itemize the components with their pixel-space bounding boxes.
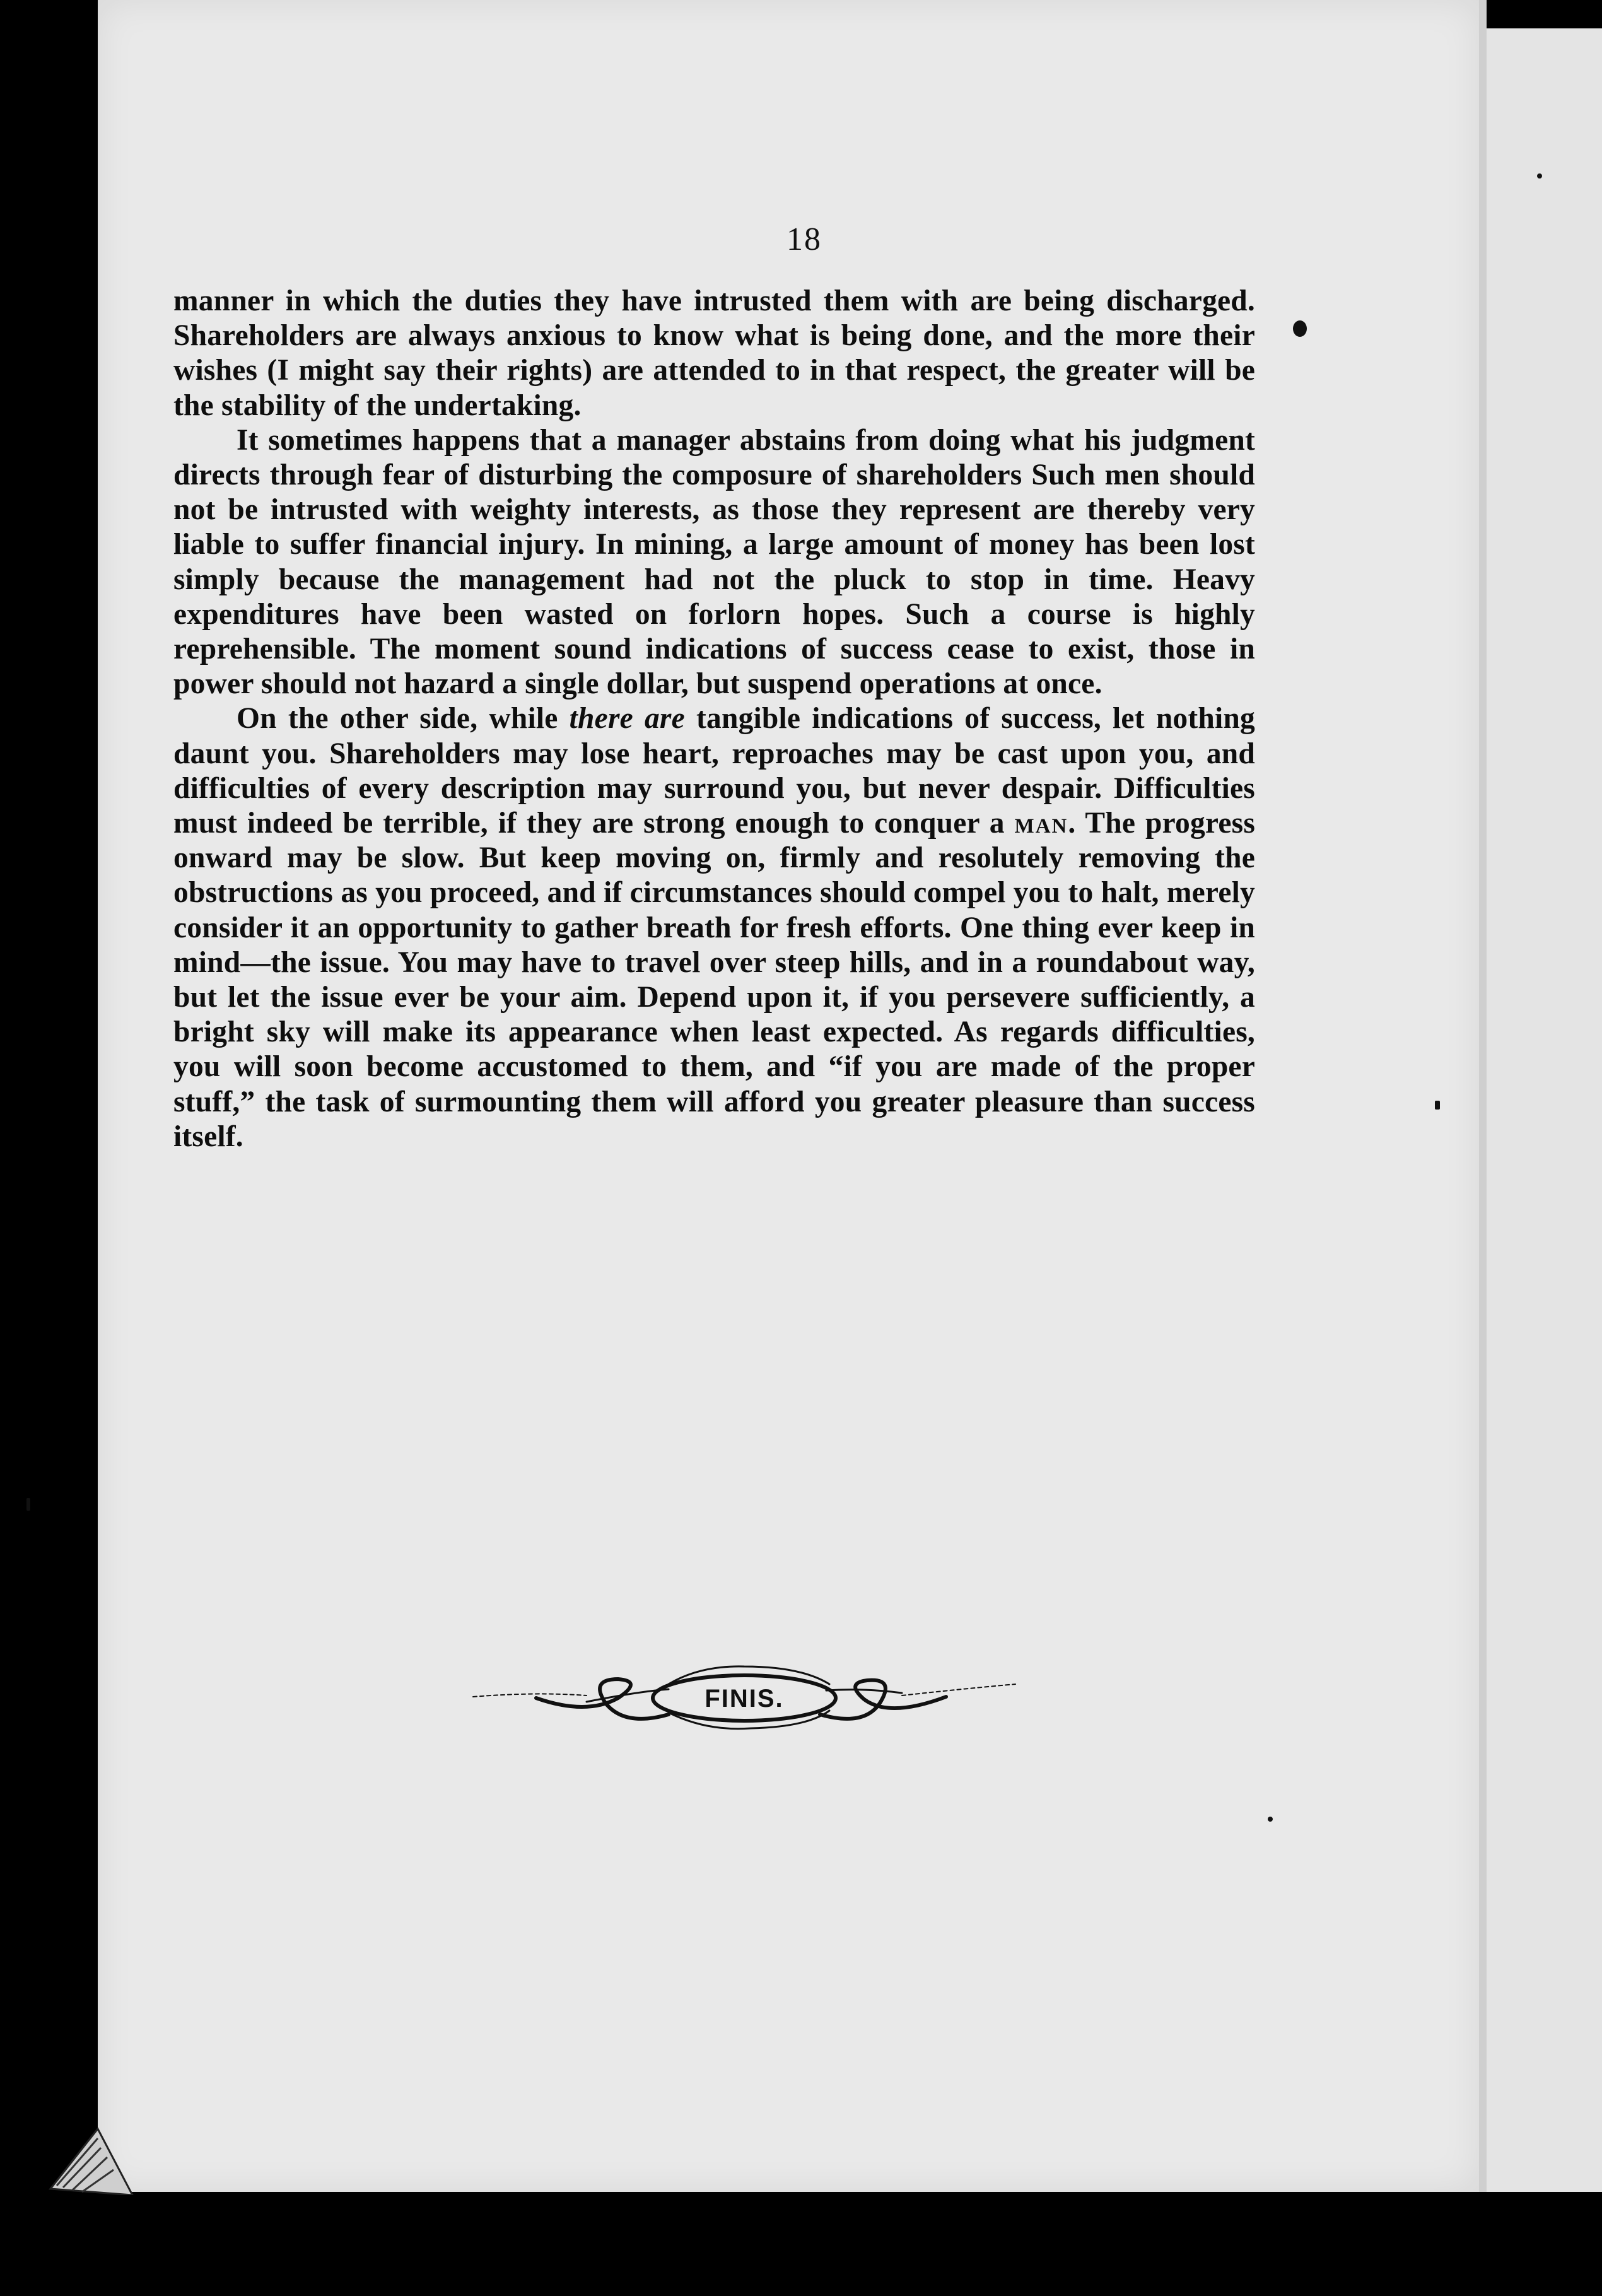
scan-bottom-margin [0, 2192, 1602, 2296]
adjacent-page-edge [1487, 28, 1602, 2192]
ink-speck [1537, 173, 1542, 179]
paragraph [173, 284, 1255, 423]
emphasis-text: there are [569, 702, 685, 735]
text-run: tangible indications of success, let nothing daunt you. Shareholders may lose heart, reproaches may be cast upon you, and difficulties of every description may surround you, but never despair. Difficulties must indeed be terrible, if they are strong enough to conquer a [173, 702, 1255, 840]
text-run: manner in which the duties they have intrusted them with are being discharged. Shareholders are always anxious to know what is being done, and the more their wishes (I might say their rights) are attended to in that respect, the greater will be the stability of the undertaking. [173, 284, 1255, 422]
text-run: On the other side, while [237, 702, 570, 735]
finis-ornament [460, 1653, 1028, 1741]
torn-corner-icon [44, 2075, 170, 2195]
small-caps-text: man [1014, 807, 1068, 840]
ink-speck [1435, 1101, 1440, 1110]
paragraph [173, 423, 1255, 702]
ink-speck [26, 1498, 30, 1511]
finis-label: FINIS. [705, 1685, 784, 1713]
ink-speck [1293, 320, 1307, 337]
page-number: 18 [786, 221, 822, 257]
paragraph [173, 701, 1255, 1154]
text-run: . The progress onward may be slow. But keep moving on, firmly and resolutely removing the obstructions as you proceed, and if circumstances should compel you to halt, merely consider it an opportunity to gather breath for fresh efforts. One thing ever keep in mind—the issue. You may have to travel over steep hills, and in a roundabout way, but let the issue ever be your aim. Depend upon it, if you persevere sufficiently, a bright sky will make its appearance when least expected. As regards difficulties, you will soon become accustomed to them, and “if you are made of the proper stuff,” the task of surmounting them will afford you greater pleasure than success itself. [173, 807, 1256, 1153]
body-text [173, 284, 1255, 1154]
page-gutter [1479, 0, 1487, 2192]
ink-speck [1268, 1817, 1273, 1822]
text-run: It sometimes happens that a manager abstains from doing what his judgment directs through fear of disturbing the composure of shareholders Such men should not be intrusted with weighty interests, as those they represent are thereby very liable to suffer financial injury. In mining, a large amount of money has been lost simply because the management had not the pluck to stop in time. Heavy expenditures have been wasted on forlorn hopes. Such a course is highly reprehensible. The moment sound indications of success cease to exist, those in power should not hazard a single dollar, but suspend operations at once. [173, 423, 1255, 701]
